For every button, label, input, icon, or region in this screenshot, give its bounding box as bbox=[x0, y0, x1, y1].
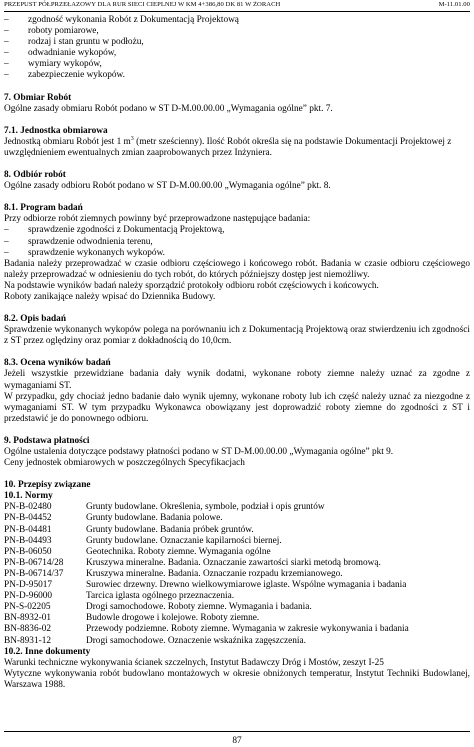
norm-code: PN-B-06714/37 bbox=[4, 568, 64, 579]
page-footer bbox=[4, 731, 470, 747]
list-item: – sprawdzenie odwodnienia terenu, bbox=[4, 236, 153, 247]
section-8-1-para: Roboty zanikające należy wpisać do Dziennika Budowy. bbox=[4, 291, 216, 302]
section-7-1-text: Jednostką obmiaru Robót jest 1 $m^3$ (metr sześcienny). Ilość Robót określa się na podstawie Dokumentacji Projektowej z uwzględnieniem ewentualnych zmian zaaprobowanych przez Inżyniera. bbox=[4, 135, 452, 158]
list-item: – zabezpieczenie wykopów. bbox=[4, 70, 125, 81]
norms-list bbox=[4, 502, 470, 646]
norm-code: PN-D-95017 bbox=[4, 580, 53, 591]
list-item: – rodzaj i stan gruntu w podłożu, bbox=[4, 37, 144, 48]
section-8-text: Ogólne zasady odbioru Robót podano w ST D-M.00.00.00 „Wymagania ogólne” pkt. 8. bbox=[4, 181, 331, 192]
norm-row bbox=[4, 513, 470, 524]
norm-row bbox=[4, 591, 470, 602]
section-9-heading: 9. Podstawa płatności bbox=[4, 435, 90, 446]
norm-row bbox=[4, 569, 470, 580]
dash-bullet-icon: – bbox=[4, 225, 9, 236]
section-10-1-heading: 10.1. Normy bbox=[4, 491, 53, 502]
section-8-heading: 8. Odbiór robót bbox=[4, 170, 66, 181]
norm-desc: Przewody podziemne. Roboty ziemne. Wymagania w zakresie wykonywania i badania bbox=[86, 624, 409, 635]
section-8-1-intro: Przy odbiorze robót ziemnych powinny być przeprowadzone następujące badania: bbox=[4, 214, 311, 225]
list-item: – roboty pomiarowe, bbox=[4, 26, 99, 37]
norm-desc: Drogi samochodowe. Roboty ziemne. Wymagania i badania. bbox=[86, 602, 312, 613]
norm-desc: Grunty budowlane. Oznaczanie kapilarności biernej. bbox=[86, 535, 282, 546]
list-item: – odwadnianie wykopów, bbox=[4, 48, 117, 59]
section-8-3-para: Jeżeli wszystkie przewidziane badania dały wynik dodatni, wykonane roboty ziemne należy uznać za zgodne z wymaganiami ST. bbox=[4, 369, 470, 391]
section-8-1-para: Badania należy przeprowadzać w czasie odbioru częściowego i końcowego robót. Badania w czasie odbioru częściowego należy przeprowadzać w odniesieniu do tych robót, do których późniejszy dostęp jest niemożliwy. bbox=[4, 258, 470, 280]
section-8-1-heading: 8.1. Program badań bbox=[4, 203, 83, 214]
header-title: PRZEPUST PÓŁPRZEŁAZOWY DLA RUR SIECI CIEPLNEJ W KM 4+386,80 DK 81 W ŻORACH bbox=[4, 1, 281, 8]
section-7-heading: 7. Obmiar Robót bbox=[4, 92, 72, 103]
norm-row bbox=[4, 624, 470, 635]
section-8-1-para: Na podstawie wyników badań należy sporządzić protokoły odbioru robót częściowych i końcowych. bbox=[4, 280, 379, 291]
norm-desc: Grunty budowlane. Określenia, symbole, podział i opis gruntów bbox=[86, 502, 325, 513]
norm-desc: Tarcica iglasta ogólnego przeznaczenia. bbox=[86, 591, 235, 602]
dash-bullet-icon: – bbox=[4, 15, 9, 25]
section-8-3-heading: 8.3. Ocena wyników badań bbox=[4, 358, 111, 369]
section-7-text: Ogólne zasady obmiaru Robót podano w ST D-M.00.00.00 „Wymagania ogólne” pkt. 7. bbox=[4, 103, 333, 114]
section-10-heading: 10. Przepisy związane bbox=[4, 480, 91, 491]
document-reference: Wytyczne wykonywania robót budowlano montażowych w okresie obniżonych temperatur, Instytut Techniki Budowlanej, Warszawa 1988. bbox=[4, 668, 470, 690]
norm-desc: Geotechnika. Roboty ziemne. Wymagania ogólne bbox=[86, 546, 271, 557]
inspection-list bbox=[4, 15, 470, 82]
norm-row bbox=[4, 558, 470, 569]
norm-code: PN-B-04493 bbox=[4, 535, 52, 546]
header-code: M-11.01.00 bbox=[438, 1, 470, 8]
norm-desc: Grunty budowlane. Badania próbek gruntów. bbox=[86, 524, 254, 535]
norm-code: BN-8932-01 bbox=[4, 613, 51, 624]
section-9-text: Ogólne ustalenia dotyczące podstawy płatności podano w ST D-M.00.00.00 „Wymagania ogólne” pkt 9. bbox=[4, 447, 394, 457]
page-content bbox=[4, 15, 470, 691]
norm-row bbox=[4, 502, 470, 513]
list-item: – zgodność wykonania Robót z Dokumentacją Projektową bbox=[4, 15, 239, 25]
dash-bullet-icon: – bbox=[4, 37, 9, 48]
norm-desc: Kruszywa mineralne. Badania. Oznaczanie zawartości siarki metodą bromową. bbox=[86, 557, 381, 568]
norm-desc: Budowle drogowe i kolejowe. Roboty ziemne. bbox=[86, 613, 260, 624]
norm-desc: Drogi samochodowe. Oznaczenie wskaźnika zagęszczenia. bbox=[86, 635, 306, 646]
norm-desc: Surowiec drzewny. Drewno wielkowymiarowe iglaste. Wspólne wymagania i badania bbox=[86, 580, 407, 591]
section-7-1-heading: 7.1. Jednostka obmiarowa bbox=[4, 125, 108, 136]
norm-code: PN-B-02480 bbox=[4, 502, 52, 513]
norm-code: PN-S-02205 bbox=[4, 602, 51, 613]
section-10-2-heading: 10.2. Inne dokumenty bbox=[4, 646, 91, 657]
norm-row bbox=[4, 613, 470, 624]
list-item: – wymiary wykopów, bbox=[4, 59, 102, 70]
page-header bbox=[4, 0, 470, 12]
dash-bullet-icon: – bbox=[4, 59, 9, 70]
norm-code: PN-B-04452 bbox=[4, 513, 52, 524]
norm-row bbox=[4, 602, 470, 613]
norm-row bbox=[4, 547, 470, 558]
dash-bullet-icon: – bbox=[4, 70, 9, 81]
norm-row bbox=[4, 525, 470, 536]
section-8-3-para: W przypadku, gdy chociaż jedno badanie dało wynik ujemny, wykonane roboty lub ich część należy uznać za niezgodne z wymaganiami ST. W tym przypadku Wykonawca obowiązany jest doprowadzić roboty ziemne do zgodności z ST i przedstawić je do ponownego odbioru. bbox=[4, 391, 470, 424]
dash-bullet-icon: – bbox=[4, 48, 9, 59]
norm-code: PN-B-06714/28 bbox=[4, 557, 64, 568]
document-reference: Warunki techniczne wykonywania ścianek szczelnych, Instytut Badawczy Dróg i Mostów, zeszyt I-25 bbox=[4, 657, 384, 668]
norm-code: PN-B-06050 bbox=[4, 546, 52, 557]
section-8-2-text: Sprawdzenie wykonanych wykopów polega na porównaniu ich z Dokumentacją Projektową oraz stwierdzeniu ich zgodności z ST przez oględziny oraz pomiar z dokładnością do 10,0cm. bbox=[4, 325, 470, 347]
page-number: 87 bbox=[232, 736, 242, 746]
section-9-text: Ceny jednostek obmiarowych w poszczególnych Specyfikacjach bbox=[4, 458, 245, 469]
norm-code: BN-8931-12 bbox=[4, 635, 51, 646]
norm-code: BN-8836-02 bbox=[4, 624, 51, 635]
list-item: – sprawdzenie zgodności z Dokumentacją Projektową, bbox=[4, 225, 225, 236]
norm-code: PN-D-96000 bbox=[4, 591, 53, 602]
dash-bullet-icon: – bbox=[4, 247, 9, 258]
norm-row bbox=[4, 636, 470, 647]
dash-bullet-icon: – bbox=[4, 26, 9, 37]
norm-code: PN-B-04481 bbox=[4, 524, 52, 535]
dash-bullet-icon: – bbox=[4, 236, 9, 247]
norm-row bbox=[4, 536, 470, 547]
norm-desc: Kruszywa mineralne. Badania. Oznaczanie rozpadu krzemianowego. bbox=[86, 568, 343, 579]
norm-row bbox=[4, 580, 470, 591]
tests-list bbox=[4, 225, 470, 258]
section-8-2-heading: 8.2. Opis badań bbox=[4, 314, 67, 325]
list-item: – sprawdzenie wykonanych wykopów. bbox=[4, 247, 166, 258]
norm-desc: Grunty budowlane. Badania polowe. bbox=[86, 513, 223, 524]
